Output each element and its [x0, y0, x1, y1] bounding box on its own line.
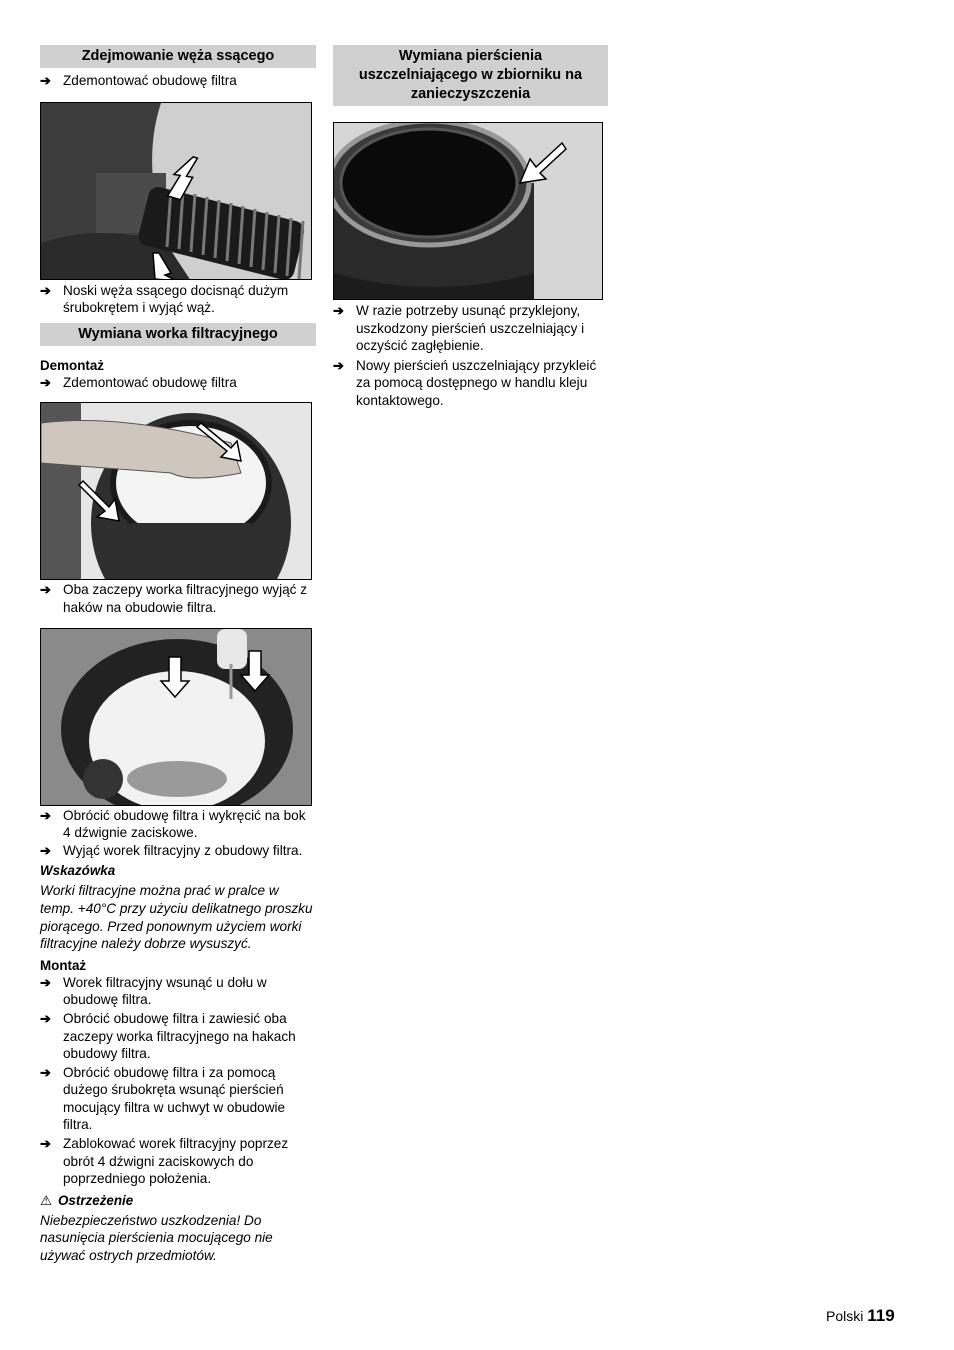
- photo-clamp-levers: [40, 628, 312, 806]
- subheading-demontaz: Demontaż: [40, 357, 104, 373]
- step-text: Zablokować worek filtracyjny poprzez obrót 4 dźwigni zaciskowych do poprzedniego położenia.: [63, 1136, 289, 1187]
- arrow-bullet-icon: ➔: [40, 842, 51, 858]
- arrow-bullet-icon: ➔: [333, 357, 344, 373]
- step-text: Obrócić obudowę filtra i zawiesić oba zaczepy worka filtracyjnego na hakach obudowy filtra.: [63, 1010, 296, 1062]
- page-number: 119: [867, 1306, 895, 1325]
- left-column: [40, 45, 316, 1265]
- section-title-bag: Wymiana worka filtracyjnego: [40, 323, 316, 346]
- hint-text: Worki filtracyjne można prać w pralce w temp. +40°C przy użyciu delikatnego proszku piorącego. Przed ponownym użyciem worki filtracyjne należy dobrze wysuszyć.: [40, 883, 313, 952]
- warning-text: Niebezpieczeństwo uszkodzenia! Do nasunięcia pierścienia mocującego nie używać ostrych przedmiotów.: [40, 1212, 273, 1264]
- arrow-bullet-icon: ➔: [40, 1064, 51, 1080]
- step-item: [40, 807, 316, 842]
- footer-language: Polski: [826, 1308, 864, 1324]
- subheading-montaz: Montaż: [40, 957, 87, 973]
- arrow-bullet-icon: ➔: [40, 374, 51, 390]
- right-column: [333, 45, 608, 410]
- arrow-bullet-icon: ➔: [40, 582, 51, 598]
- arrow-bullet-icon: ➔: [40, 282, 51, 298]
- arrow-bullet-icon: ➔: [333, 303, 344, 318]
- step-item: [40, 1010, 316, 1063]
- step-item: [40, 842, 316, 860]
- step-text: Oba zaczepy worka filtracyjnego wyjąć z haków na obudowie filtra.: [63, 582, 308, 615]
- step-item: [333, 302, 608, 355]
- warning-label: Ostrzeżenie: [58, 1192, 134, 1208]
- photo-bag-hooks: [40, 402, 312, 580]
- step-text: Wyjąć worek filtracyjny z obudowy filtra.: [63, 842, 303, 858]
- step-text: Obrócić obudowę filtra i za pomocą dużego śrubokręta wsunąć pierścień mocujący filtra w uchwyt w obudowie filtra.: [63, 1064, 286, 1133]
- subheading-warning: [40, 1192, 316, 1209]
- arrow-bullet-icon: ➔: [40, 974, 51, 990]
- step-text: Noski węża ssącego docisnąć dużym śrubokrętem i wyjąć wąż.: [63, 282, 289, 316]
- arrow-bullet-icon: ➔: [40, 1136, 51, 1152]
- arrow-bullet-icon: ➔: [40, 807, 51, 823]
- step-text: Nowy pierścień uszczelniający przykleić za pomocą dostępnego w handlu kleju kontaktowego.: [356, 357, 597, 408]
- step-text: W razie potrzeby usunąć przyklejony, uszkodzony pierścień uszczelniający i oczyścić zagłębienie.: [356, 303, 585, 354]
- step-item: [40, 72, 316, 90]
- step-text: Zdemontować obudowę filtra: [63, 73, 237, 88]
- step-item: [40, 581, 316, 616]
- section-title-hose: Zdejmowanie węża ssącego: [40, 45, 316, 68]
- step-text: Obrócić obudowę filtra i wykręcić na bok 4 dźwignie zaciskowe.: [63, 807, 306, 841]
- photo-hose-removal: [40, 102, 312, 280]
- photo-seal-ring: [333, 122, 603, 300]
- step-item: [40, 1135, 316, 1188]
- page-footer: [826, 1306, 895, 1326]
- step-text: Zdemontować obudowę filtra: [63, 374, 237, 390]
- warning-triangle-icon: ⚠: [40, 1192, 53, 1208]
- step-item: [40, 374, 316, 392]
- arrow-bullet-icon: ➔: [40, 1010, 51, 1026]
- step-item: [333, 357, 608, 410]
- subheading-hint: Wskazówka: [40, 863, 116, 879]
- step-item: [40, 282, 316, 317]
- arrow-bullet-icon: ➔: [40, 73, 51, 88]
- step-text: Worek filtracyjny wsunąć u dołu w obudowę filtra.: [63, 974, 267, 1008]
- section-title-seal: Wymiana pierścienia uszczelniającego w zbiorniku na zanieczyszczenia: [333, 45, 608, 106]
- step-item: [40, 974, 316, 1009]
- step-item: [40, 1064, 316, 1134]
